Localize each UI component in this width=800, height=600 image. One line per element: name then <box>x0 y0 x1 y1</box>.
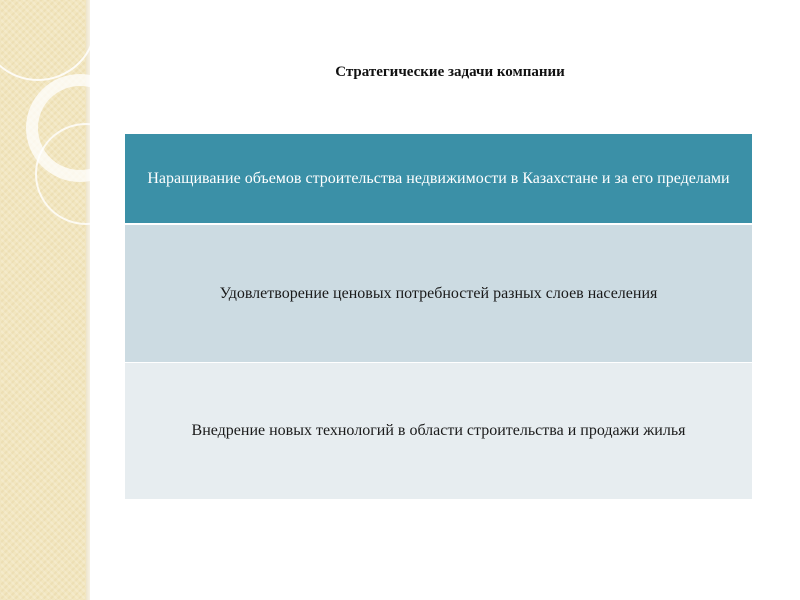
ring-thick <box>32 80 128 176</box>
strategic-tasks-table <box>125 134 752 499</box>
task-row-price-needs: Удовлетворение ценовых потребностей разных слоев населения <box>125 225 752 362</box>
ring-large-top <box>0 0 96 80</box>
slide-title: Стратегические задачи компании <box>335 64 565 80</box>
task-row-new-technologies: Внедрение новых технологий в области строительства и продажи жилья <box>125 363 752 499</box>
task-row-expansion: Наращивание объемов строительства недвижимости в Казахстане и за его пределами <box>125 134 752 223</box>
